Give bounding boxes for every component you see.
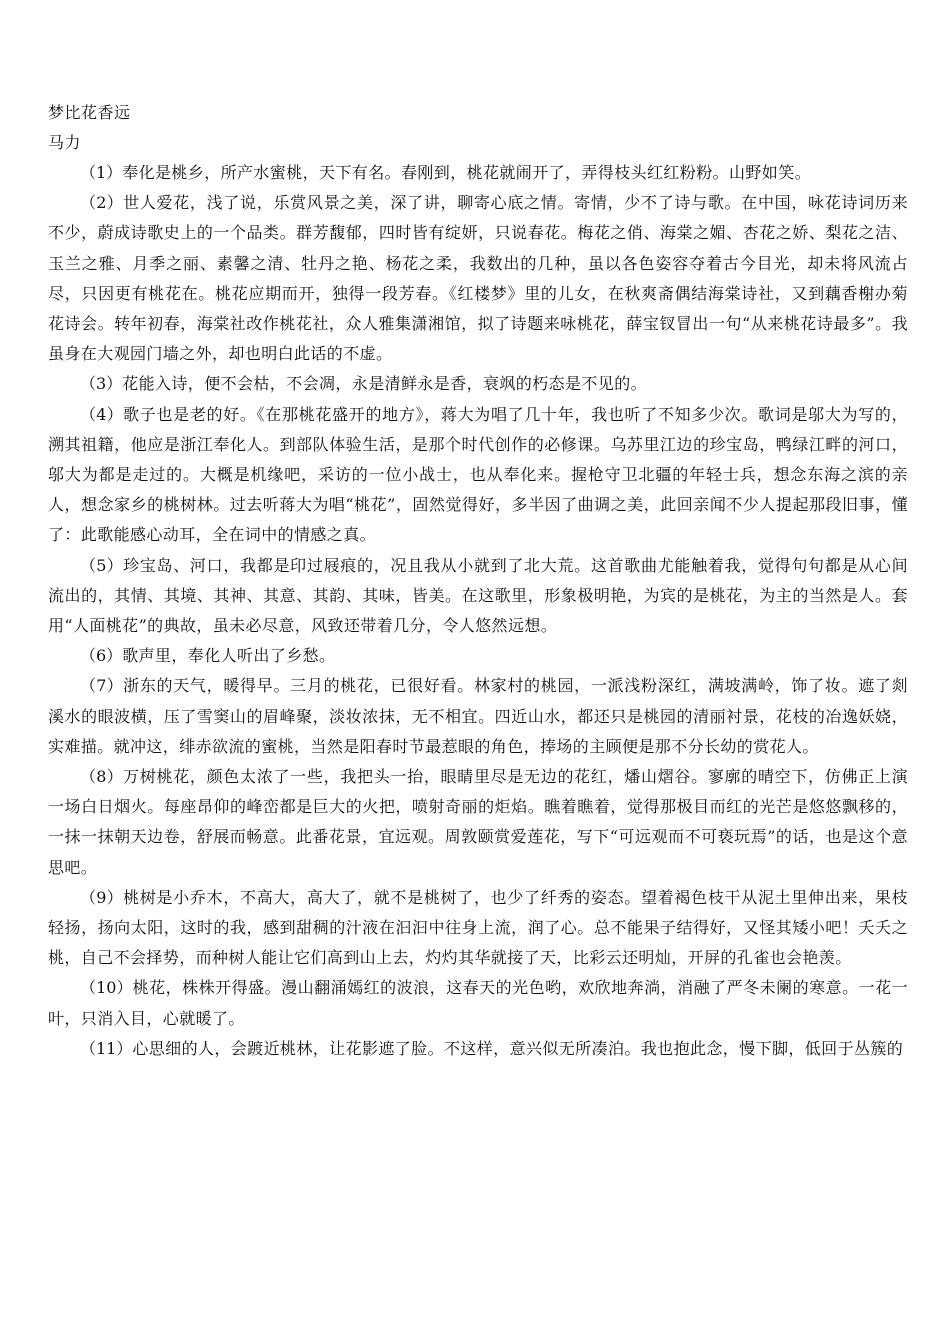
paragraph-number: （8） [80,767,124,787]
paragraph-6 [48,641,908,671]
paragraph-number: （4） [80,404,124,424]
paragraph-text: 桃树是小乔木，不高大，高大了，就不是桃树了，也少了纤秀的姿态。望着褐色枝干从泥土里伸出来，果枝轻扬，扬向太阳，这时的我，感到甜稠的汁液在汩汩中往身上流，润了心。总不能果子结得好，又怪其矮小吧！夭夭之桃，自己不会择势，而种树人能让它们高到山上去，灼灼其华就接了天，比彩云还明灿，开屏的孔雀也会艳羡。 [48,887,908,968]
paragraph-8 [48,762,908,883]
paragraph-7 [48,671,908,762]
article-author: 马力 [48,133,82,152]
paragraph-text: 心思细的人，会踱近桃林，让花影遮了脸。不这样，意兴似无所凑泊。我也抱此念，慢下脚，低回于丛簇的 [132,1038,904,1058]
paragraph-number: （9） [80,887,124,907]
paragraph-text: 珍宝岛、河口，我都是印过屐痕的，况且我从小就到了北大荒。这首歌曲尤能触着我，觉得句句都是从心间流出的，其情、其境、其神、其意、其韵、其味，皆美。在这歌里，形象极明艳，为宾的是桃花，为主的当然是人。套用“人面桃花”的典故，虽未必尽意，风致还带着几分，令人悠然远想。 [48,555,908,636]
paragraph-number: （2） [80,193,124,213]
paragraph-number: （6） [80,646,123,666]
article-body [48,98,908,1064]
paragraph-number: （10） [80,978,133,998]
paragraph-text: 世人爱花，浅了说，乐赏风景之美，深了讲，聊寄心底之情。寄情，少不了诗与歌。在中国，咏花诗词历来不少，蔚成诗歌史上的一个品类。群芳馥郁，四时皆有绽妍，只说春花。梅花之俏、海棠之媚、杏花之娇、梨花之洁、玉兰之雅、月季之丽、素馨之清、牡丹之艳、杨花之柔，我数出的几种，虽以各色姿容夺着古今目光，却未将风流占尽，只因更有桃花在。桃花应期而开，独得一段芳春。《红楼梦》里的儿女，在秋爽斋偶结海棠诗社，又到藕香榭办菊花诗会。转年初春，海棠社改作桃花社，众人雅集潇湘馆，拟了诗题来咏桃花，薛宝钗冒出一句“从来桃花诗最多”。我虽身在大观园门墙之外，却也明白此话的不虚。 [48,193,908,364]
paragraph-text: 浙东的天气，暖得早。三月的桃花，已很好看。林家村的桃园，一派浅粉深红，满坡满岭，饰了妆。遮了剡溪水的眼波横，压了雪窦山的眉峰聚，淡妆浓抹，无不相宜。四近山水，都还只是桃园的清丽衬景，花枝的冶逸妖娆，实难描。就冲这，绯赤欲流的蜜桃，当然是阳春时节最惹眼的角色，捧场的主顾便是那不分长幼的赏花人。 [48,676,908,756]
paragraph-9 [48,883,908,974]
paragraph-text: 万树桃花，颜色太浓了一些，我把头一抬，眼睛里尽是无边的花红，燔山熠谷。寥廓的晴空下，仿佛正上演一场白日烟火。每座昂仰的峰峦都是巨大的火把，喷射奇丽的炬焰。瞧着瞧着，觉得那极目而红的光芒是悠悠飘移的，一抹一抹朝天边卷，舒展而畅意。此番花景，宜远观。周敦颐赏爱莲花，写下“可远观而不可亵玩焉”的话，也是这个意思吧。 [48,767,908,877]
paragraph-5 [48,551,908,642]
paragraph-2 [48,188,908,369]
paragraph-10 [48,973,908,1033]
paragraph-text: 花能入诗，便不会枯，不会凋，永是清鲜永是香，衰飒的朽态是不见的。 [122,374,647,394]
paragraph-4 [48,400,908,551]
paragraph-text: 桃花，株株开得盛。漫山翻涌嫣红的波浪，这春天的光色哟，欢欣地奔淌，消融了严冬未阑的寒意。一花一叶，只消入目，心就暖了。 [48,978,908,1028]
paragraph-number: （1） [80,163,123,182]
paragraph-11 [48,1034,908,1064]
paragraph-number: （5） [80,555,124,575]
paragraph-text: 奉化是桃乡，所产水蜜桃，天下有名。春刚到，桃花就闹开了，弄得枝头红红粉粉。山野如笑。 [122,163,811,182]
paragraph-text: 歌声里，奉化人听出了乡愁。 [122,646,336,666]
paragraph-number: （7） [80,676,124,696]
article-title: 梦比花香远 [48,103,131,122]
paragraph-3 [48,369,908,399]
paragraph-text: 歌子也是老的好。《在那桃花盛开的地方》，蒋大为唱了几十年，我也听了不知多少次。歌词是邬大为写的，溯其祖籍，他应是浙江奉化人。到部队体验生活，是那个时代创作的必修课。乌苏里江边的珍宝岛，鸭绿江畔的河口，邬大为都是走过的。大概是机缘吧，采访的一位小战士，也从奉化来。握枪守卫北疆的年轻士兵，想念东海之滨的亲人，想念家乡的桃树林。过去听蒋大为唱“桃花”，固然觉得好，多半因了曲调之美，此回亲闻不少人提起那段旧事，懂了：此歌能感心动耳，全在词中的情感之真。 [48,404,908,545]
paragraph-number: （11） [80,1038,133,1058]
paragraph-number: （3） [80,374,123,394]
paragraph-1 [48,158,908,188]
